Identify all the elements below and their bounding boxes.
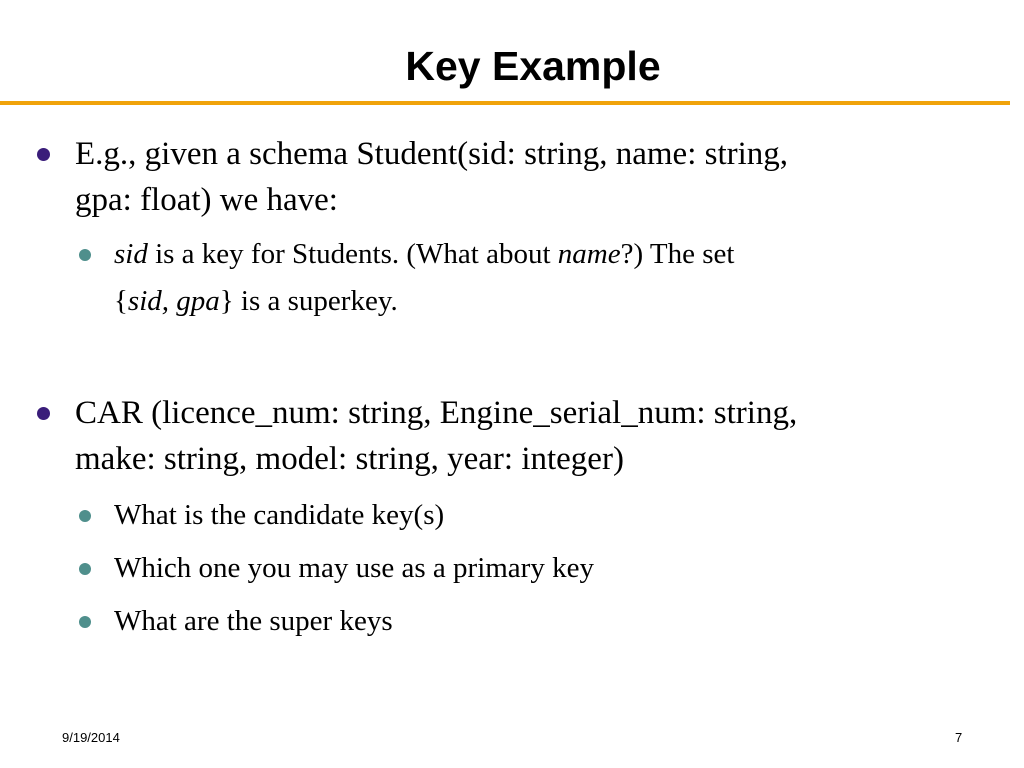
term-sid: sid <box>114 238 148 270</box>
bullet-schema-line2: gpa: float) we have: <box>75 182 338 218</box>
slide-title: Key Example <box>405 43 661 89</box>
sub-bullet-marker <box>79 616 91 628</box>
superkey-text: } is a superkey. <box>219 285 398 317</box>
term-sid-gpa: sid, gpa <box>127 285 220 317</box>
term-name: name <box>557 238 621 270</box>
sub-bullet-marker <box>79 249 91 261</box>
bullet-schema-line1: E.g., given a schema Student(sid: string, name: string, <box>75 136 789 172</box>
bullet-marker <box>37 148 50 161</box>
bullet-marker <box>37 407 50 420</box>
sub-bullet-sid-key-line1 <box>114 233 734 275</box>
bullet-car-line1: CAR (licence_num: string, Engine_serial_num: string, <box>75 395 798 431</box>
sub-bullet-candidate-key: What is the candidate key(s) <box>114 499 445 531</box>
sub-bullet-super-keys: What are the super keys <box>114 605 393 637</box>
set-text: ?) The set <box>620 238 735 270</box>
sub-bullet-sid-key-line2 <box>114 280 398 322</box>
sub-bullet-primary-key: Which one you may use as a primary key <box>114 552 594 584</box>
sub-bullet-marker <box>79 510 91 522</box>
brace-open: { <box>114 285 128 317</box>
sid-key-text: is a key for Students. (What about <box>147 238 558 270</box>
footer-page-number: 7 <box>955 730 963 745</box>
title-underline <box>0 101 1010 105</box>
sub-bullet-marker <box>79 563 91 575</box>
footer-date: 9/19/2014 <box>62 730 120 745</box>
bullet-car-line2: make: string, model: string, year: integer) <box>75 441 624 477</box>
